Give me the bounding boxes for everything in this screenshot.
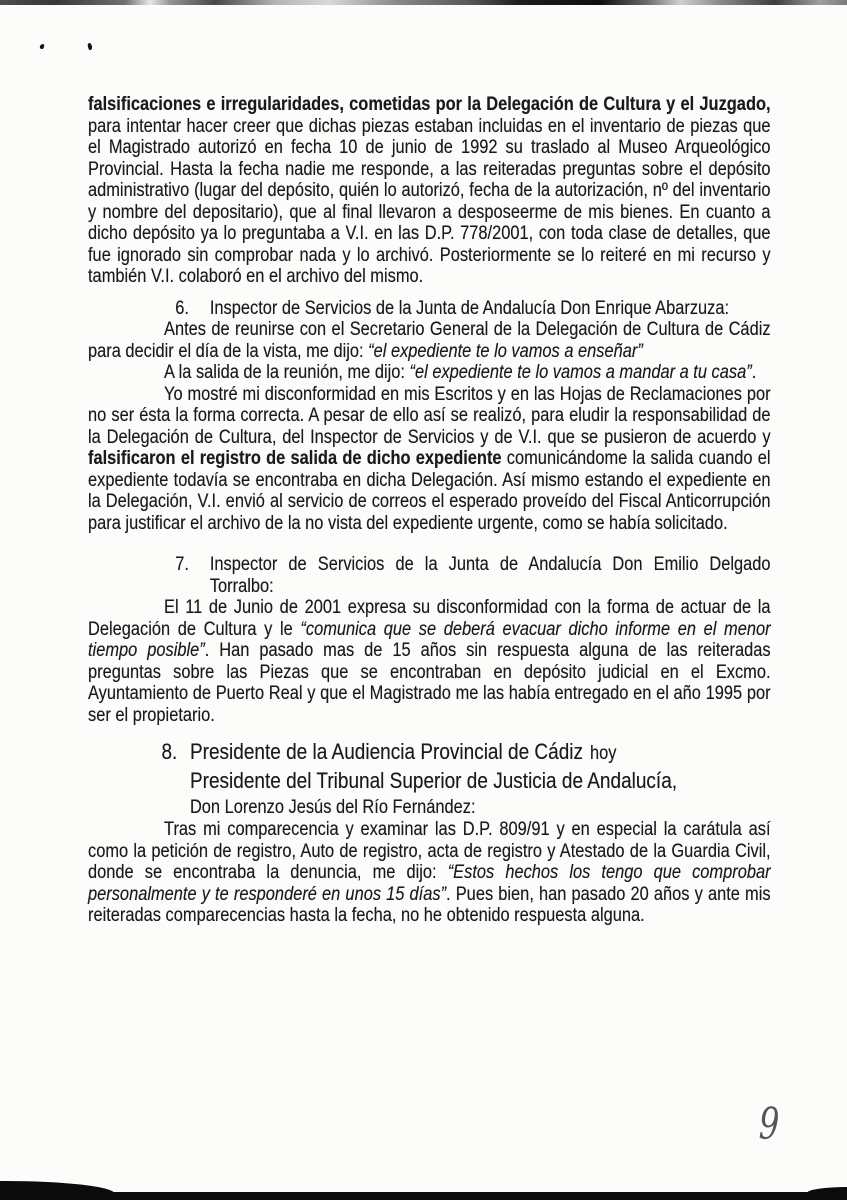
section-6-title: Inspector de Servicios de la Junta de Andalucía Don Enrique Abarzuza: — [209, 297, 730, 319]
scan-edge-bottom-right-corner — [807, 1187, 847, 1200]
scan-edge-bottom-left-corner — [0, 1181, 115, 1200]
text-segment-normal: Antes de reunirse con el Secretario General de la Delegación de Cultura de Cádiz para decidir el día de la vista, me dijo: — [88, 319, 771, 362]
text-segment-normal: Tras mi comparecencia y examinar las D.P. 809/91 y en especial la carátula así como la petición de registro, Auto de registro, acta de registro y Atestado de la Guardia Civil, donde se encontraba la denuncia, me dijo: — [88, 819, 771, 883]
text-segment-normal: para intentar hacer creer que dichas piezas estaban incluidas en el inventario de piezas que el Magistrado autorizó en fecha 10 de junio de 1992 su traslado al Museo Arqueológico Provincial. Hasta la fecha nadie me responde, a las reiteradas preguntas sobre el depósito administrativo (lugar del depósito, quién lo autorizó, fecha de la autorización, nº del inventario y nombre del depositario), que al final llevaron a desposeerme de mis bienes. En cuanto a dicho depósito ya lo preguntaba a V.I. en las D.P. 778/2001, con toda clase de detalles, que fue ignorado sin comprobar nada y lo archivó. Posteriormente se lo reiteré en mi recurso y también V.I. colaboró en el archivo del mismo. — [88, 115, 771, 287]
section-7-title: Inspector de Servicios de la Junta de Andalucía Don Emilio Delgado Torralbo: — [209, 554, 771, 597]
document-body — [88, 94, 771, 927]
section-8-heading-line3: Don Lorenzo Jesús del Río Fernández: — [189, 797, 476, 818]
section-8-heading — [88, 738, 771, 819]
text-segment-italic: “el expediente te lo vamos a mandar a tu casa” — [409, 362, 752, 383]
text-segment-normal: comunicándome la salida cuando el expediente todavía se encontraba en dicha Delegación. Así mismo estando el expediente en la Delegación, V.I. envió al servicio de correos el esperado proveído del Fiscal Anticorrupción para justificar el archivo de la no vista del expediente urgente, como se había solicitado. — [88, 448, 771, 534]
paragraph-salida — [88, 362, 771, 384]
page-number-handwritten: 9 — [758, 1098, 781, 1151]
scan-edge-top — [0, 0, 847, 5]
paragraph-yo-mostre — [88, 384, 771, 535]
text-segment-italic: “comunica que se deberá evacuar dicho informe en el menor tiempo posible” — [88, 618, 771, 661]
paragraph-antes — [88, 319, 771, 362]
section-6-number: 6. — [175, 297, 189, 319]
text-segment-normal: A la salida de la reunión, me dijo: — [164, 362, 410, 383]
section-6-heading — [88, 298, 771, 320]
text-segment-normal: El 11 de Junio de 2001 expresa su disconformidad con la forma de actuar de la Delegación de Cultura y le — [88, 597, 771, 640]
section-7-heading — [88, 554, 771, 597]
section-8-heading-line2: Presidente del Tribunal Superior de Justicia de Andalucía, — [189, 768, 678, 793]
scan-edge-bottom — [0, 1192, 847, 1200]
paragraph-el-11-junio — [88, 597, 771, 726]
text-segment-normal: . Pues bien, han pasado 20 años y ante mis reiteradas comparecencias hasta la fecha, no he obtenido respuesta alguna. — [88, 883, 771, 926]
text-segment-bold: falsificaciones e irregularidades, cometidas por la Delegación de Cultura y el Juzgado, — [88, 94, 771, 115]
text-segment-normal: Yo mostré mi disconformidad en mis Escritos y en las Hojas de Reclamaciones por no ser ésta la forma correcta. A pesar de ello así se realizó, para eludir la responsabilidad de la Delegación de Cultura, del Inspector de Servicios y de V.I. que se pusieron de acuerdo y — [88, 383, 771, 448]
section-7-number: 7. — [175, 554, 189, 575]
section-8-title-suffix: hoy — [589, 743, 617, 764]
paragraph-intro — [88, 94, 771, 288]
text-segment-italic: “Estos hechos los tengo que comprobar personalmente y te responderé en unos 15 días” — [88, 862, 771, 905]
paragraph-tras-comparecencia — [88, 819, 771, 927]
text-segment-normal: . Han pasado mas de 15 años sin respuesta alguna de las reiteradas preguntas sobre las Piezas que se encontraban en depósito judicial en el Excmo. Ayuntamiento de Puerto Real y que el Magistrado me las había entregado en el año 1995 por ser el propietario. — [88, 640, 771, 726]
section-8-heading-line1 — [88, 738, 771, 767]
section-8-number: 8. — [161, 739, 178, 764]
text-segment-italic: “el expediente te lo vamos a enseñar” — [368, 340, 643, 362]
ink-speck — [87, 43, 93, 51]
section-8-title-line1: Presidente de la Audiencia Provincial de Cádiz — [189, 739, 584, 764]
ink-speck — [39, 44, 44, 50]
text-segment-normal: . — [751, 362, 757, 383]
text-segment-bold: falsificaron el registro de salida de dicho expediente — [88, 448, 502, 469]
